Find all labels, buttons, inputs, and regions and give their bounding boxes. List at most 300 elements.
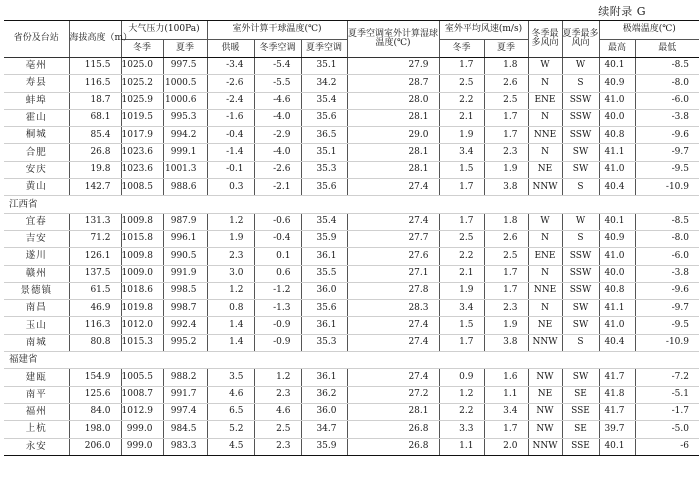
province-row [4, 352, 699, 369]
table-cell: -3.8 [635, 265, 699, 282]
table-cell: 3.4 [439, 144, 484, 161]
table-cell: -3.8 [635, 109, 699, 126]
table-cell: -6.0 [635, 248, 699, 265]
table-cell: W [562, 213, 599, 230]
station-name: 建瓯 [4, 369, 69, 386]
table-row [4, 317, 699, 334]
table-cell: 999.0 [121, 438, 163, 455]
header-station: 省份及台站 [4, 21, 69, 58]
table-cell: 34.2 [301, 75, 347, 92]
table-cell: 984.5 [163, 421, 207, 438]
table-cell: 0.6 [254, 265, 301, 282]
table-cell: 997.4 [163, 403, 207, 420]
table-cell: 1.5 [439, 161, 484, 178]
table-cell: 1.4 [207, 317, 254, 334]
table-cell: -9.7 [635, 300, 699, 317]
table-row [4, 92, 699, 109]
table-cell: 1.9 [484, 317, 528, 334]
table-cell: 41.1 [599, 300, 635, 317]
table-cell: 84.0 [69, 403, 121, 420]
header-wetbulb: 夏季空调室外计算湿球温度(℃) [347, 21, 439, 58]
table-cell: 40.0 [599, 265, 635, 282]
table-cell: 1.7 [484, 421, 528, 438]
station-name: 寿县 [4, 75, 69, 92]
table-cell: 1.7 [484, 109, 528, 126]
table-cell: 0.3 [207, 179, 254, 196]
table-cell: 1.9 [207, 230, 254, 247]
header-wdir-winter: 冬季最多风向 [528, 21, 562, 58]
table-cell: 1009.8 [121, 213, 163, 230]
table-row [4, 282, 699, 299]
station-name: 安庆 [4, 161, 69, 178]
table-cell: -3.4 [207, 58, 254, 75]
table-cell: 2.3 [254, 386, 301, 403]
table-cell: 1015.8 [121, 230, 163, 247]
table-cell: 1000.6 [163, 92, 207, 109]
table-cell: 27.6 [347, 248, 439, 265]
table-cell: N [528, 144, 562, 161]
table-cell: 1.6 [484, 369, 528, 386]
table-cell: 2.3 [207, 248, 254, 265]
table-cell: -9.7 [635, 144, 699, 161]
table-cell: 1017.9 [121, 127, 163, 144]
table-cell: 35.6 [301, 300, 347, 317]
table-cell: 2.2 [439, 403, 484, 420]
station-name: 南平 [4, 386, 69, 403]
table-cell: 154.9 [69, 369, 121, 386]
table-cell: 39.7 [599, 421, 635, 438]
table-cell: 28.1 [347, 144, 439, 161]
table-cell: NE [528, 386, 562, 403]
table-cell: 1.1 [484, 386, 528, 403]
province-row [4, 196, 699, 213]
table-cell: 1000.5 [163, 75, 207, 92]
table-cell: NNW [528, 334, 562, 351]
header-ext-min: 最低 [635, 40, 699, 58]
table-cell: 36.5 [301, 127, 347, 144]
table-cell: 125.6 [69, 386, 121, 403]
table-cell: 1.7 [484, 265, 528, 282]
table-cell: 27.4 [347, 179, 439, 196]
station-name: 南城 [4, 334, 69, 351]
table-cell: NNW [528, 179, 562, 196]
table-cell: NNE [528, 282, 562, 299]
table-cell: 41.0 [599, 317, 635, 334]
table-cell: 1.8 [484, 213, 528, 230]
table-cell: -1.6 [207, 109, 254, 126]
table-cell: 28.1 [347, 161, 439, 178]
table-cell: -1.4 [207, 144, 254, 161]
table-cell: 0.9 [439, 369, 484, 386]
table-cell: NW [528, 421, 562, 438]
header-pressure-summer: 夏季 [163, 40, 207, 58]
table-cell: 3.3 [439, 421, 484, 438]
header-wind: 室外平均风速(m/s) [439, 21, 528, 40]
header-altitude: 海拔高度（m） [69, 21, 121, 58]
table-cell: 1.2 [207, 282, 254, 299]
table-cell: 36.1 [301, 317, 347, 334]
table-cell: 1.2 [207, 213, 254, 230]
table-cell: 1.5 [439, 317, 484, 334]
table-cell: 26.8 [347, 421, 439, 438]
table-cell: 35.6 [301, 109, 347, 126]
table-cell: 2.3 [484, 300, 528, 317]
table-cell: 991.9 [163, 265, 207, 282]
table-body [4, 58, 699, 456]
table-cell: 0.8 [207, 300, 254, 317]
table-cell: 2.3 [254, 438, 301, 455]
table-cell: 1025.2 [121, 75, 163, 92]
table-cell: 1019.8 [121, 300, 163, 317]
table-cell: 2.2 [439, 92, 484, 109]
table-cell: 27.4 [347, 317, 439, 334]
table-cell: NW [528, 403, 562, 420]
table-cell: -9.6 [635, 282, 699, 299]
header-wind-summer: 夏季 [484, 40, 528, 58]
table-cell: -8.0 [635, 75, 699, 92]
table-cell: 26.8 [347, 438, 439, 455]
table-cell: -2.9 [254, 127, 301, 144]
table-row [4, 109, 699, 126]
table-cell: 27.4 [347, 213, 439, 230]
table-cell: -10.9 [635, 179, 699, 196]
table-cell: -0.9 [254, 334, 301, 351]
table-row [4, 144, 699, 161]
table-cell: 4.5 [207, 438, 254, 455]
station-name: 赣州 [4, 265, 69, 282]
table-cell: -1.3 [254, 300, 301, 317]
table-cell: SW [562, 144, 599, 161]
table-cell: N [528, 300, 562, 317]
table-cell: 35.4 [301, 213, 347, 230]
table-cell: -6 [635, 438, 699, 455]
table-cell: S [562, 179, 599, 196]
table-cell: -9.6 [635, 127, 699, 144]
table-cell: 1008.7 [121, 386, 163, 403]
table-cell: 3.8 [484, 334, 528, 351]
table-cell: 40.4 [599, 179, 635, 196]
table-cell: -1.7 [635, 403, 699, 420]
table-cell: -5.0 [635, 421, 699, 438]
station-name: 亳州 [4, 58, 69, 75]
table-cell: 35.4 [301, 92, 347, 109]
table-cell: 126.1 [69, 248, 121, 265]
table-row [4, 230, 699, 247]
table-cell: 68.1 [69, 109, 121, 126]
table-cell: -8.0 [635, 230, 699, 247]
table-cell: 998.5 [163, 282, 207, 299]
table-cell: 40.1 [599, 58, 635, 75]
header-db-winter-ac: 冬季空调 [254, 40, 301, 58]
table-cell: 40.1 [599, 213, 635, 230]
table-cell: 198.0 [69, 421, 121, 438]
table-row [4, 58, 699, 75]
table-cell: 1.2 [439, 386, 484, 403]
table-cell: N [528, 230, 562, 247]
climate-table [4, 20, 699, 456]
province-name: 福建省 [4, 352, 699, 369]
table-cell: 61.5 [69, 282, 121, 299]
table-row [4, 179, 699, 196]
table-cell: 997.5 [163, 58, 207, 75]
table-cell: 1018.6 [121, 282, 163, 299]
table-cell: 1.9 [484, 161, 528, 178]
station-name: 景德镇 [4, 282, 69, 299]
table-cell: S [562, 230, 599, 247]
table-cell: SW [562, 317, 599, 334]
table-row [4, 369, 699, 386]
table-cell: N [528, 109, 562, 126]
table-row [4, 75, 699, 92]
table-cell: 987.9 [163, 213, 207, 230]
table-cell: 35.9 [301, 230, 347, 247]
table-cell: 27.4 [347, 334, 439, 351]
table-cell: 85.4 [69, 127, 121, 144]
table-cell: -2.4 [207, 92, 254, 109]
table-row [4, 265, 699, 282]
table-cell: 0.1 [254, 248, 301, 265]
table-cell: 35.3 [301, 334, 347, 351]
table-cell: -0.4 [207, 127, 254, 144]
table-cell: 2.3 [484, 144, 528, 161]
table-cell: 36.2 [301, 386, 347, 403]
table-cell: 1.7 [439, 213, 484, 230]
table-cell: NE [528, 317, 562, 334]
table-cell: 5.2 [207, 421, 254, 438]
continued-caption: 续附录 G [598, 5, 646, 18]
table-cell: 1.7 [484, 282, 528, 299]
table-row [4, 386, 699, 403]
station-name: 福州 [4, 403, 69, 420]
table-cell: 6.5 [207, 403, 254, 420]
table-cell: 1.8 [484, 58, 528, 75]
table-cell: 27.4 [347, 369, 439, 386]
table-cell: 71.2 [69, 230, 121, 247]
table-cell: 36.1 [301, 248, 347, 265]
table-cell: SSW [562, 265, 599, 282]
table-cell: 1.9 [439, 127, 484, 144]
table-cell: -5.5 [254, 75, 301, 92]
table-cell: 994.2 [163, 127, 207, 144]
table-row [4, 127, 699, 144]
table-cell: -4.0 [254, 144, 301, 161]
table-cell: -8.5 [635, 58, 699, 75]
header-db-summer-ac: 夏季空调 [301, 40, 347, 58]
table-cell: 2.5 [439, 75, 484, 92]
province-name: 江西省 [4, 196, 699, 213]
header-pressure: 大气压力(100Pa) [121, 21, 207, 40]
table-cell: 41.7 [599, 403, 635, 420]
table-cell: 2.5 [439, 230, 484, 247]
table-cell: SSW [562, 92, 599, 109]
table-cell: -8.5 [635, 213, 699, 230]
table-cell: 2.6 [484, 230, 528, 247]
table-cell: 28.1 [347, 403, 439, 420]
table-cell: 3.4 [439, 300, 484, 317]
station-name: 吉安 [4, 230, 69, 247]
table-cell: 35.3 [301, 161, 347, 178]
table-cell: W [528, 213, 562, 230]
table-cell: 2.2 [439, 248, 484, 265]
table-cell: NW [528, 369, 562, 386]
table-cell: S [562, 334, 599, 351]
station-name: 永安 [4, 438, 69, 455]
table-cell: SW [562, 369, 599, 386]
table-cell: 36.0 [301, 403, 347, 420]
table-cell: 4.6 [207, 386, 254, 403]
table-cell: 40.1 [599, 438, 635, 455]
table-cell: 115.5 [69, 58, 121, 75]
table-cell: 1.7 [439, 58, 484, 75]
table-cell: NNW [528, 438, 562, 455]
station-name: 蚌埠 [4, 92, 69, 109]
table-cell: -6.0 [635, 92, 699, 109]
station-name: 玉山 [4, 317, 69, 334]
table-cell: 1019.5 [121, 109, 163, 126]
table-cell: 27.1 [347, 265, 439, 282]
table-cell: 1023.6 [121, 161, 163, 178]
table-cell: -0.4 [254, 230, 301, 247]
table-row [4, 438, 699, 455]
header-extreme: 极端温度(℃) [599, 21, 699, 40]
table-cell: 35.6 [301, 179, 347, 196]
table-cell: 40.9 [599, 75, 635, 92]
table-cell: SE [562, 386, 599, 403]
table-cell: 988.6 [163, 179, 207, 196]
table-cell: SSW [562, 109, 599, 126]
table-cell: 1.1 [439, 438, 484, 455]
table-cell: 990.5 [163, 248, 207, 265]
table-cell: -5.4 [254, 58, 301, 75]
station-name: 遂川 [4, 248, 69, 265]
table-cell: 18.7 [69, 92, 121, 109]
table-cell: -7.2 [635, 369, 699, 386]
table-cell: 40.8 [599, 282, 635, 299]
table-cell: 991.7 [163, 386, 207, 403]
station-name: 合肥 [4, 144, 69, 161]
table-header [4, 21, 699, 58]
table-cell: 1012.0 [121, 317, 163, 334]
table-cell: 116.5 [69, 75, 121, 92]
table-cell: 3.4 [484, 403, 528, 420]
table-cell: 29.0 [347, 127, 439, 144]
table-cell: 2.5 [254, 421, 301, 438]
table-cell: 36.1 [301, 369, 347, 386]
table-cell: -0.6 [254, 213, 301, 230]
table-cell: 116.3 [69, 317, 121, 334]
table-row [4, 300, 699, 317]
table-cell: -2.6 [207, 75, 254, 92]
table-cell: 1.2 [254, 369, 301, 386]
table-row [4, 248, 699, 265]
table-cell: -4.0 [254, 109, 301, 126]
table-cell: SW [562, 161, 599, 178]
table-cell: 40.0 [599, 109, 635, 126]
table-cell: S [562, 75, 599, 92]
table-cell: 19.8 [69, 161, 121, 178]
table-cell: -5.1 [635, 386, 699, 403]
header-wind-winter: 冬季 [439, 40, 484, 58]
table-cell: 27.9 [347, 58, 439, 75]
table-cell: 1025.0 [121, 58, 163, 75]
header-drybulb: 室外计算干球温度(℃) [207, 21, 347, 40]
table-cell: -10.9 [635, 334, 699, 351]
table-cell: 206.0 [69, 438, 121, 455]
table-cell: 998.7 [163, 300, 207, 317]
table-cell: 2.6 [484, 75, 528, 92]
table-cell: 34.7 [301, 421, 347, 438]
table-cell: 1.9 [439, 282, 484, 299]
table-cell: 1025.9 [121, 92, 163, 109]
table-cell: 28.7 [347, 75, 439, 92]
table-cell: 35.1 [301, 144, 347, 161]
table-cell: 41.0 [599, 92, 635, 109]
table-cell: 35.9 [301, 438, 347, 455]
table-cell: 137.5 [69, 265, 121, 282]
header-wdir-summer: 夏季最多风向 [562, 21, 599, 58]
table-cell: 999.0 [121, 421, 163, 438]
table-cell: 80.8 [69, 334, 121, 351]
table-cell: 999.1 [163, 144, 207, 161]
table-cell: -9.5 [635, 161, 699, 178]
table-cell: 995.2 [163, 334, 207, 351]
table-cell: -0.9 [254, 317, 301, 334]
table-cell: -1.2 [254, 282, 301, 299]
table-cell: 992.4 [163, 317, 207, 334]
table-cell: 26.8 [69, 144, 121, 161]
table-cell: 1001.3 [163, 161, 207, 178]
table-cell: 27.7 [347, 230, 439, 247]
table-cell: 35.1 [301, 58, 347, 75]
table-cell: SSW [562, 127, 599, 144]
station-name: 宜春 [4, 213, 69, 230]
table-cell: 2.5 [484, 248, 528, 265]
table-row [4, 213, 699, 230]
table-cell: 2.5 [484, 92, 528, 109]
table-cell: 1009.0 [121, 265, 163, 282]
table-cell: 1.4 [207, 334, 254, 351]
table-cell: 1005.5 [121, 369, 163, 386]
table-cell: NE [528, 161, 562, 178]
table-cell: SSE [562, 403, 599, 420]
table-cell: 40.8 [599, 127, 635, 144]
table-cell: N [528, 75, 562, 92]
table-row [4, 161, 699, 178]
table-cell: 1012.9 [121, 403, 163, 420]
table-cell: ENE [528, 248, 562, 265]
table-row [4, 403, 699, 420]
table-cell: 27.8 [347, 282, 439, 299]
table-cell: SSW [562, 248, 599, 265]
table-cell: -0.1 [207, 161, 254, 178]
table-cell: 2.1 [439, 265, 484, 282]
table-cell: 996.1 [163, 230, 207, 247]
table-cell: 995.3 [163, 109, 207, 126]
table-cell: 28.0 [347, 92, 439, 109]
table-cell: 3.0 [207, 265, 254, 282]
table-cell: 142.7 [69, 179, 121, 196]
table-cell: 1.7 [439, 179, 484, 196]
table-cell: 40.4 [599, 334, 635, 351]
table-cell: 1015.3 [121, 334, 163, 351]
table-row [4, 334, 699, 351]
table-cell: -9.5 [635, 317, 699, 334]
table-cell: 1023.6 [121, 144, 163, 161]
table-cell: 41.0 [599, 248, 635, 265]
table-cell: SSW [562, 282, 599, 299]
table-cell: 41.7 [599, 369, 635, 386]
table-cell: 35.5 [301, 265, 347, 282]
